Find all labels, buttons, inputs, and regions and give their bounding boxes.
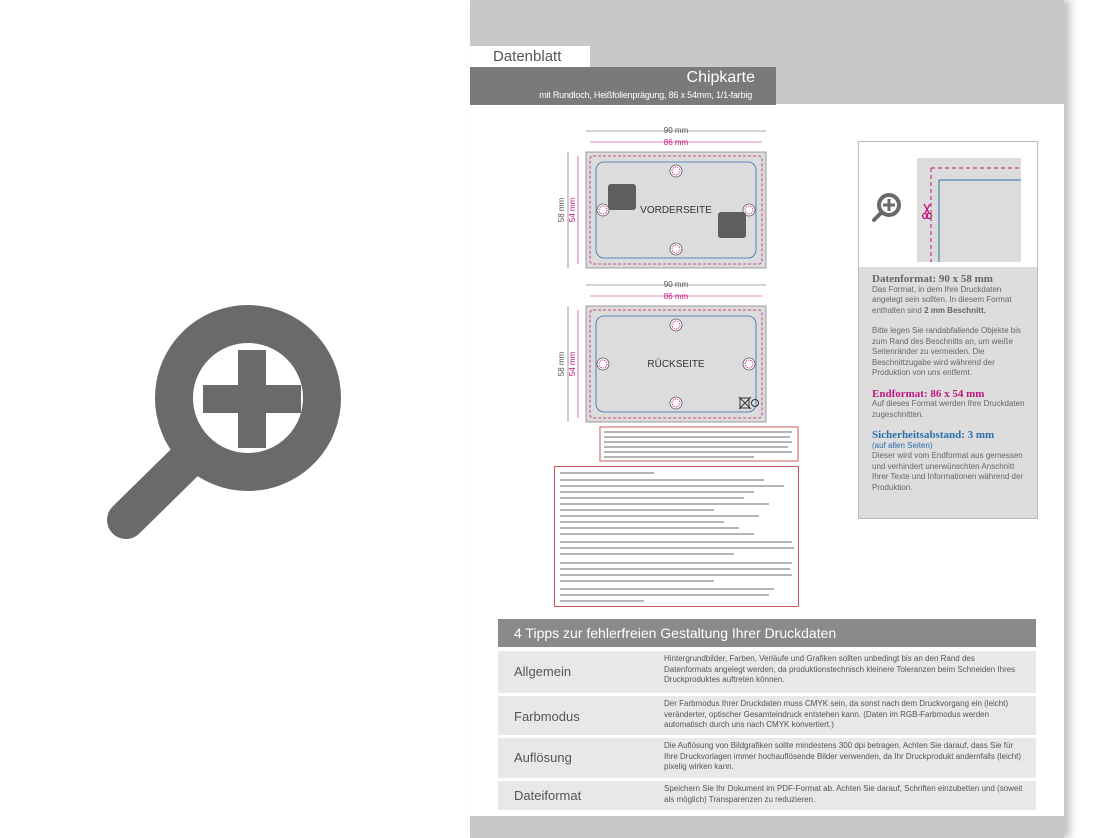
product-subtitle: mit Rundloch, Heißfolienprägung, 86 x 54mm, 1/1-farbig: [539, 90, 752, 100]
tips-row-label: Allgemein: [514, 664, 572, 679]
format-preview: [859, 142, 1037, 267]
front-dim-outer: 90 mm: [663, 126, 689, 135]
chip-icon-2: [718, 212, 746, 238]
format-info-box: [858, 141, 1038, 519]
datenformat-bold: 2 mm Beschnitt.: [924, 305, 986, 315]
zoom-in-icon-small: [874, 195, 899, 220]
preview-graphic: [859, 142, 1037, 267]
front-diagram: [557, 126, 766, 268]
tips-row: [498, 738, 1036, 778]
front-dim-inner: 86 mm: [663, 138, 689, 147]
footer-band: [470, 816, 1064, 838]
sicherheit-text: Dieser wird vom Endformat aus gemessen und verhindert unerwünschten Anschnitt Ihrer Texte und Informationen während der Produktion.: [872, 451, 1024, 492]
front-dim-height-outer: 58 mm: [557, 197, 566, 223]
sicherheit-title: Sicherheitsabstand: 3 mm: [872, 429, 995, 441]
title-bar: [470, 67, 776, 105]
back-dim-inner: 86 mm: [663, 292, 689, 301]
tips-row: [498, 781, 1036, 810]
tips-row-label: Auflösung: [514, 750, 572, 765]
back-diagram: [557, 280, 766, 422]
print-notes-box: [554, 466, 800, 608]
datasheet-page: [470, 0, 1064, 838]
endformat-text: Auf dieses Format werden Ihre Druckdaten zugeschnitten.: [872, 399, 1025, 419]
tips-row: [498, 696, 1036, 735]
datenformat-title: Datenformat: 90 x 58 mm: [872, 273, 993, 285]
tips-header: 4 Tipps zur fehlerfreien Gestaltung Ihrer Druckdaten: [498, 619, 1036, 647]
format-info-text: [872, 274, 1032, 503]
datenblatt-tab: Datenblatt: [470, 46, 590, 68]
product-title: Chipkarte: [686, 69, 755, 86]
back-dim-height-outer: 58 mm: [557, 351, 566, 377]
tips-row-text: Speichern Sie Ihr Dokument im PDF-Format ab. Achten Sie darauf, Schriften einzubetten und (soweit als möglich) Transparenzen zu reduzieren.: [664, 784, 1023, 804]
tips-row-text: Der Farbmodus Ihrer Druckdaten muss CMYK sein, da sonst nach dem Druckvorgang ein (leicht) veränderter, optischer Gesamteindruck entstehen kann. (Daten im RGB-Farbmodus werden automatisch durch uns nach CMYK konvertiert.): [664, 699, 1009, 729]
bleed-text: Bitte legen Sie randabfallende Objekte bis zum Rand des Beschnitts an, um weiße Seitenränder zu vermeiden. Die Beschnittzugabe wird während der Produktion von uns entfernt.: [872, 326, 1021, 377]
tips-row-text: Die Auflösung von Bildgrafiken sollte mindestens 300 dpi betragen. Achten Sie darauf, dass Sie für Ihre Druckvorlagen immer hochauflösende Bilder verwenden, da Ihr Druckprodukt andernfalls (leicht) pixelig wirken kann.: [664, 741, 1022, 771]
sicherheit-sub: (auf allen Seiten): [872, 440, 933, 450]
endformat-title: Endformat: 86 x 54 mm: [872, 387, 985, 400]
tips-row: [498, 651, 1036, 693]
back-side-label: RÜCKSEITE: [647, 359, 705, 370]
front-side-label: VORDERSEITE: [640, 205, 712, 216]
front-dim-height-inner: 54 mm: [568, 197, 577, 223]
back-dim-height-inner: 54 mm: [568, 351, 577, 377]
tips-row-text: Hintergrundbilder, Farben, Verläufe und Grafiken sollten unbedingt bis an den Rand des Datenformats angelegt werden, da produktionstechnisch kleinere Toleranzen beim Schneiden Ihres Druckproduktes auftreten können.: [664, 654, 1016, 684]
datenformat-text: Das Format, in dem Ihre Druckdaten angelegt sein sollten. In diesem Format enthalten sind: [872, 284, 1012, 315]
zoom-in-icon[interactable]: [100, 290, 360, 550]
tips-row-label: Dateiformat: [514, 788, 582, 803]
tips-row-label: Farbmodus: [514, 709, 580, 724]
back-dim-outer: 90 mm: [663, 280, 689, 289]
chip-icon: [608, 184, 636, 210]
card-diagrams: [554, 124, 814, 484]
